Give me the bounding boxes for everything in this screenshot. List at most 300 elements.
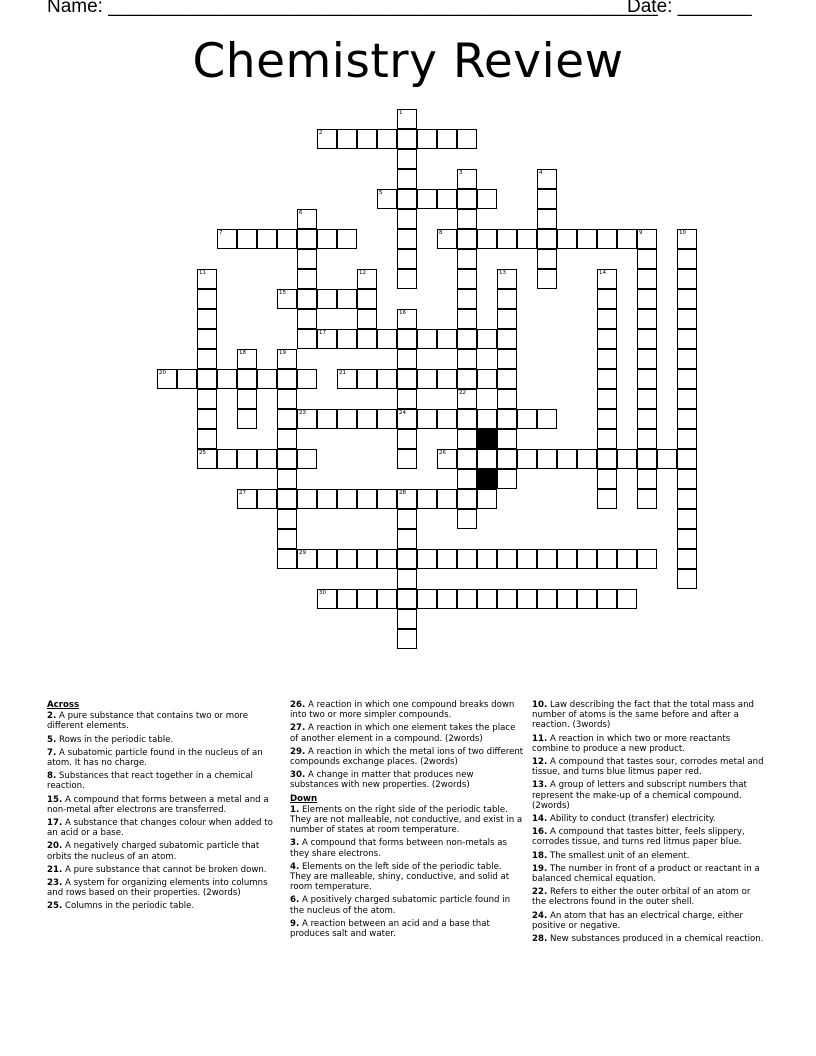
crossword-cell[interactable] [297, 289, 317, 309]
crossword-cell[interactable] [397, 329, 417, 349]
crossword-cell[interactable] [317, 329, 337, 349]
crossword-cell[interactable] [397, 369, 417, 389]
clue-number: 15 [279, 290, 286, 296]
crossword-cell[interactable] [537, 229, 557, 249]
clue-text: A positively charged subatomic particle found in the nucleus of the atom. [290, 895, 511, 916]
crossword-cell[interactable] [257, 489, 277, 509]
crossword-cell[interactable] [197, 309, 217, 329]
clue-text: New substances produced in a chemical reaction. [547, 934, 764, 945]
crossword-cell[interactable] [497, 429, 517, 449]
crossword-cell[interactable] [357, 269, 377, 289]
crossword-cell[interactable] [677, 249, 697, 269]
crossword-cell[interactable] [377, 489, 397, 509]
crossword-cell[interactable] [677, 489, 697, 509]
crossword-cell[interactable] [557, 449, 577, 469]
clue-item [532, 887, 766, 907]
crossword-cell[interactable] [297, 369, 317, 389]
crossword-cell[interactable] [397, 109, 417, 129]
crossword-cell[interactable] [317, 289, 337, 309]
crossword-cell[interactable] [237, 229, 257, 249]
clue-number: 1. [290, 804, 300, 815]
black-cell [477, 429, 497, 449]
crossword-cell[interactable] [677, 389, 697, 409]
crossword-cell[interactable] [277, 409, 297, 429]
crossword-cell[interactable] [457, 329, 477, 349]
crossword-cell[interactable] [457, 469, 477, 489]
crossword-cell[interactable] [557, 589, 577, 609]
crossword-cell[interactable] [397, 129, 417, 149]
clue-number: 8. [47, 771, 57, 782]
crossword-cell[interactable] [237, 449, 257, 469]
crossword-cell[interactable] [617, 549, 637, 569]
crossword-cell[interactable] [597, 589, 617, 609]
clue-item [532, 864, 766, 884]
crossword-cell[interactable] [617, 449, 637, 469]
crossword-cell[interactable] [377, 549, 397, 569]
crossword-cell[interactable] [397, 209, 417, 229]
crossword-cell[interactable] [237, 369, 257, 389]
crossword-cell[interactable] [457, 229, 477, 249]
crossword-cell[interactable] [437, 549, 457, 569]
crossword-cell[interactable] [197, 289, 217, 309]
crossword-cell[interactable] [597, 329, 617, 349]
crossword-cell[interactable] [417, 409, 437, 429]
crossword-cell[interactable] [597, 369, 617, 389]
crossword-cell[interactable] [497, 449, 517, 469]
crossword-cell[interactable] [597, 229, 617, 249]
crossword-cell[interactable] [277, 549, 297, 569]
crossword-cell[interactable] [677, 529, 697, 549]
crossword-cell[interactable] [457, 489, 477, 509]
crossword-cell[interactable] [397, 429, 417, 449]
crossword-cell[interactable] [337, 289, 357, 309]
crossword-cell[interactable] [337, 489, 357, 509]
crossword-cell[interactable] [497, 589, 517, 609]
crossword-cell[interactable] [677, 329, 697, 349]
clue-item [47, 865, 281, 875]
clue-number: 19 [279, 350, 286, 356]
crossword-cell[interactable] [337, 589, 357, 609]
crossword-cell[interactable] [237, 389, 257, 409]
crossword-cell[interactable] [477, 449, 497, 469]
crossword-cell[interactable] [457, 409, 477, 429]
crossword-cell[interactable] [217, 449, 237, 469]
crossword-cell[interactable] [297, 489, 317, 509]
crossword-cell[interactable] [397, 189, 417, 209]
crossword-cell[interactable] [597, 309, 617, 329]
crossword-cell[interactable] [397, 169, 417, 189]
crossword-cell[interactable] [397, 309, 417, 329]
crossword-cell[interactable] [637, 249, 657, 269]
crossword-cell[interactable] [277, 509, 297, 529]
crossword-cell[interactable] [337, 549, 357, 569]
clue-text: A reaction in which one element takes the place of another element in a compound. (2words) [290, 723, 516, 744]
crossword-cell[interactable] [437, 329, 457, 349]
crossword-cell[interactable] [317, 489, 337, 509]
clue-text: A change in matter that produces new substances with new properties. (2words) [290, 770, 474, 791]
crossword-cell[interactable] [537, 189, 557, 209]
crossword-cell[interactable] [377, 329, 397, 349]
crossword-cell[interactable] [397, 149, 417, 169]
crossword-cell[interactable] [337, 329, 357, 349]
crossword-cell[interactable] [677, 229, 697, 249]
crossword-cell[interactable] [457, 429, 477, 449]
crossword-cell[interactable] [597, 489, 617, 509]
crossword-cell[interactable] [617, 589, 637, 609]
crossword-cell[interactable] [297, 549, 317, 569]
crossword-cell[interactable] [237, 409, 257, 429]
crossword-cell[interactable] [317, 549, 337, 569]
crossword-cell[interactable] [497, 549, 517, 569]
crossword-cell[interactable] [597, 409, 617, 429]
clue-number: 2. [47, 711, 57, 722]
crossword-cell[interactable] [357, 129, 377, 149]
crossword-cell[interactable] [457, 189, 477, 209]
clue-number: 24 [399, 410, 406, 416]
crossword-cell[interactable] [637, 489, 657, 509]
clue-number: 6. [290, 895, 300, 906]
clue-number: 17 [319, 330, 326, 336]
date-line: Date: _______ [627, 0, 752, 17]
crossword-cell[interactable] [537, 169, 557, 189]
crossword-cell[interactable] [617, 229, 637, 249]
crossword-cell[interactable] [597, 389, 617, 409]
crossword-cell[interactable] [297, 209, 317, 229]
clue-number: 17. [47, 818, 63, 829]
crossword-cell[interactable] [637, 329, 657, 349]
crossword-cell[interactable] [517, 549, 537, 569]
clue-list [290, 805, 524, 939]
crossword-cell[interactable] [637, 269, 657, 289]
crossword-cell[interactable] [157, 369, 177, 389]
crossword-cell[interactable] [197, 369, 217, 389]
crossword-cell[interactable] [277, 289, 297, 309]
crossword-cell[interactable] [477, 369, 497, 389]
crossword-cell[interactable] [397, 549, 417, 569]
clue-text: The number in front of a product or reactant in a balanced chemical equation. [532, 863, 760, 885]
crossword-cell[interactable] [277, 349, 297, 369]
crossword-cell[interactable] [417, 549, 437, 569]
crossword-cell[interactable] [577, 589, 597, 609]
clue-item [532, 911, 766, 931]
crossword-cell[interactable] [477, 229, 497, 249]
crossword-cell[interactable] [637, 449, 657, 469]
crossword-cell[interactable] [537, 209, 557, 229]
crossword-cell[interactable] [597, 269, 617, 289]
clue-item [47, 818, 281, 838]
crossword-cell[interactable] [437, 409, 457, 429]
crossword-cell[interactable] [337, 369, 357, 389]
crossword-cell[interactable] [597, 349, 617, 369]
crossword-cell[interactable] [217, 369, 237, 389]
clue-number: 11. [532, 733, 548, 744]
crossword-cell[interactable] [637, 349, 657, 369]
crossword-cell[interactable] [277, 469, 297, 489]
crossword-cell[interactable] [597, 289, 617, 309]
clue-number: 6 [299, 210, 303, 216]
clue-number: 30 [319, 590, 326, 596]
crossword-cell[interactable] [257, 369, 277, 389]
crossword-cell[interactable] [297, 249, 317, 269]
clues-column-3 [532, 700, 766, 947]
crossword-cell[interactable] [277, 449, 297, 469]
crossword-cell[interactable] [517, 409, 537, 429]
crossword-cell[interactable] [677, 449, 697, 469]
crossword-cell[interactable] [357, 369, 377, 389]
crossword-cell[interactable] [297, 409, 317, 429]
crossword-cell[interactable] [397, 269, 417, 289]
clue-item [47, 771, 281, 791]
crossword-cell[interactable] [637, 549, 657, 569]
crossword-cell[interactable] [457, 549, 477, 569]
crossword-cell[interactable] [457, 169, 477, 189]
crossword-cell[interactable] [517, 589, 537, 609]
crossword-cell[interactable] [677, 269, 697, 289]
crossword-cell[interactable] [317, 229, 337, 249]
crossword-cell[interactable] [297, 309, 317, 329]
crossword-cell[interactable] [337, 409, 357, 429]
clue-text: A compound that forms between a metal and a non-metal after electrons are transferred. [47, 794, 269, 815]
clue-text: A pure substance that cannot be broken down. [62, 864, 267, 875]
crossword-cell[interactable] [317, 129, 337, 149]
crossword-cell[interactable] [497, 409, 517, 429]
crossword-cell[interactable] [277, 429, 297, 449]
crossword-cell[interactable] [457, 249, 477, 269]
crossword-cell[interactable] [497, 349, 517, 369]
crossword-cell[interactable] [457, 389, 477, 409]
crossword-cell[interactable] [637, 229, 657, 249]
crossword-cell[interactable] [437, 449, 457, 469]
crossword-cell[interactable] [657, 449, 677, 469]
crossword-cell[interactable] [677, 569, 697, 589]
crossword-cell[interactable] [397, 409, 417, 429]
crossword-cell[interactable] [417, 369, 437, 389]
crossword-cell[interactable] [397, 249, 417, 269]
crossword-cell[interactable] [337, 129, 357, 149]
crossword-cell[interactable] [577, 449, 597, 469]
clue-text: A pure substance that contains two or more different elements. [47, 711, 249, 732]
crossword-cell[interactable] [357, 289, 377, 309]
crossword-cell[interactable] [337, 229, 357, 249]
crossword-cell[interactable] [377, 409, 397, 429]
crossword-cell[interactable] [477, 489, 497, 509]
crossword-cell[interactable] [397, 509, 417, 529]
crossword-cell[interactable] [597, 549, 617, 569]
crossword-cell[interactable] [597, 429, 617, 449]
clue-number: 22. [532, 887, 548, 898]
crossword-cell[interactable] [677, 369, 697, 389]
crossword-cell[interactable] [517, 449, 537, 469]
crossword-cell[interactable] [637, 369, 657, 389]
crossword-cell[interactable] [637, 309, 657, 329]
crossword-cell[interactable] [457, 589, 477, 609]
crossword-cell[interactable] [677, 349, 697, 369]
crossword-cell[interactable] [357, 409, 377, 429]
crossword-cell[interactable] [537, 409, 557, 429]
crossword-cell[interactable] [457, 309, 477, 329]
crossword-cell[interactable] [437, 589, 457, 609]
crossword-cell[interactable] [277, 229, 297, 249]
crossword-cell[interactable] [397, 229, 417, 249]
clue-item [290, 919, 524, 939]
crossword-cell[interactable] [277, 529, 297, 549]
crossword-cell[interactable] [477, 409, 497, 429]
crossword-cell[interactable] [197, 389, 217, 409]
clue-number: 19. [532, 863, 548, 874]
crossword-cell[interactable] [197, 429, 217, 449]
crossword-cell[interactable] [297, 269, 317, 289]
crossword-cell[interactable] [677, 549, 697, 569]
crossword-cell[interactable] [377, 129, 397, 149]
crossword-cell[interactable] [397, 489, 417, 509]
crossword-cell[interactable] [277, 369, 297, 389]
clue-text: Law describing the fact that the total mass and number of atoms is the same before and after a reaction. (3words) [532, 700, 754, 731]
crossword-cell[interactable] [397, 529, 417, 549]
clue-item [47, 711, 281, 731]
crossword-cell[interactable] [377, 369, 397, 389]
clue-number: 29 [299, 550, 306, 556]
crossword-cell[interactable] [297, 229, 317, 249]
crossword-cell[interactable] [197, 449, 217, 469]
crossword-cell[interactable] [397, 449, 417, 469]
clue-list [290, 700, 524, 791]
crossword-cell[interactable] [537, 269, 557, 289]
crossword-cell[interactable] [197, 329, 217, 349]
crossword-cell[interactable] [377, 589, 397, 609]
clue-number: 3 [459, 170, 463, 176]
crossword-cell[interactable] [297, 329, 317, 349]
clues-column-1 [47, 700, 281, 915]
crossword-cell[interactable] [197, 409, 217, 429]
crossword-cell[interactable] [537, 549, 557, 569]
crossword-cell[interactable] [457, 289, 477, 309]
crossword-cell[interactable] [477, 549, 497, 569]
crossword-cell[interactable] [457, 209, 477, 229]
crossword-cell[interactable] [597, 469, 617, 489]
crossword-cell[interactable] [397, 629, 417, 649]
clue-text: A group of letters and subscript numbers that represent the make-up of a chemical compound. (2words) [532, 780, 747, 811]
crossword-cell[interactable] [497, 469, 517, 489]
crossword-cell[interactable] [537, 449, 557, 469]
crossword-cell[interactable] [397, 609, 417, 629]
clue-text: Elements on the right side of the periodic table. They are not malleable, not conductive, and exist in a number of states at room temperature. [290, 804, 523, 836]
crossword-cell[interactable] [437, 129, 457, 149]
crossword-cell[interactable] [197, 269, 217, 289]
crossword-cell[interactable] [477, 189, 497, 209]
crossword-cell[interactable] [357, 329, 377, 349]
crossword-cell[interactable] [417, 489, 437, 509]
crossword-cell[interactable] [497, 289, 517, 309]
clue-number: 18 [239, 350, 246, 356]
crossword-cell[interactable] [677, 509, 697, 529]
crossword-cell[interactable] [397, 569, 417, 589]
crossword-cell[interactable] [437, 489, 457, 509]
crossword-cell[interactable] [497, 329, 517, 349]
crossword-cell[interactable] [677, 429, 697, 449]
crossword-cell[interactable] [557, 549, 577, 569]
crossword-cell[interactable] [237, 489, 257, 509]
crossword-cell[interactable] [197, 349, 217, 369]
crossword-cell[interactable] [417, 129, 437, 149]
crossword-cell[interactable] [177, 369, 197, 389]
crossword-cell[interactable] [477, 329, 497, 349]
clue-number: 21 [339, 370, 346, 376]
crossword-cell[interactable] [637, 389, 657, 409]
crossword-cell[interactable] [537, 249, 557, 269]
clue-text: A reaction in which one compound breaks down into two or more simpler compounds. [290, 700, 515, 721]
crossword-cell[interactable] [557, 229, 577, 249]
crossword-cell[interactable] [517, 229, 537, 249]
clue-item [532, 734, 766, 754]
crossword-cell[interactable] [637, 429, 657, 449]
crossword-cell[interactable] [577, 549, 597, 569]
crossword-cell[interactable] [637, 469, 657, 489]
clue-item [532, 780, 766, 811]
crossword-cell[interactable] [377, 189, 397, 209]
crossword-cell[interactable] [457, 509, 477, 529]
crossword-cell[interactable] [677, 469, 697, 489]
crossword-cell[interactable] [637, 289, 657, 309]
clue-number: 12. [532, 757, 548, 768]
crossword-cell[interactable] [677, 289, 697, 309]
crossword-cell[interactable] [237, 349, 257, 369]
crossword-cell[interactable] [457, 369, 477, 389]
crossword-cell[interactable] [217, 229, 237, 249]
crossword-cell[interactable] [357, 309, 377, 329]
crossword-cell[interactable] [677, 309, 697, 329]
crossword-cell[interactable] [437, 369, 457, 389]
crossword-cell[interactable] [637, 409, 657, 429]
crossword-cell[interactable] [457, 349, 477, 369]
crossword-cell[interactable] [417, 589, 437, 609]
crossword-cell[interactable] [497, 369, 517, 389]
crossword-cell[interactable] [437, 229, 457, 249]
crossword-cell[interactable] [317, 409, 337, 429]
crossword-cell[interactable] [457, 129, 477, 149]
crossword-cell[interactable] [457, 269, 477, 289]
clue-number: 13. [532, 780, 548, 791]
crossword-cell[interactable] [477, 589, 497, 609]
crossword-cell[interactable] [497, 309, 517, 329]
crossword-cell[interactable] [677, 409, 697, 429]
crossword-cell[interactable] [397, 349, 417, 369]
crossword-cell[interactable] [357, 549, 377, 569]
crossword-cell[interactable] [277, 389, 297, 409]
crossword-cell[interactable] [417, 189, 437, 209]
crossword-cell[interactable] [597, 449, 617, 469]
clue-number: 26. [290, 700, 306, 710]
crossword-cell[interactable] [417, 329, 437, 349]
crossword-cell[interactable] [497, 389, 517, 409]
crossword-cell[interactable] [497, 229, 517, 249]
crossword-cell[interactable] [357, 489, 377, 509]
crossword-cell[interactable] [277, 489, 297, 509]
crossword-cell[interactable] [297, 449, 317, 469]
crossword-cell[interactable] [437, 189, 457, 209]
clue-item [532, 827, 766, 847]
crossword-cell[interactable] [357, 589, 377, 609]
crossword-cell[interactable] [397, 589, 417, 609]
crossword-cell[interactable] [257, 229, 277, 249]
crossword-cell[interactable] [397, 389, 417, 409]
crossword-cell[interactable] [317, 589, 337, 609]
crossword-cell[interactable] [577, 229, 597, 249]
crossword-cell[interactable] [537, 589, 557, 609]
crossword-cell[interactable] [497, 269, 517, 289]
crossword-cell[interactable] [457, 449, 477, 469]
clue-text: A subatomic particle found in the nucleus of an atom. It has no charge. [47, 747, 263, 769]
crossword-cell[interactable] [257, 449, 277, 469]
